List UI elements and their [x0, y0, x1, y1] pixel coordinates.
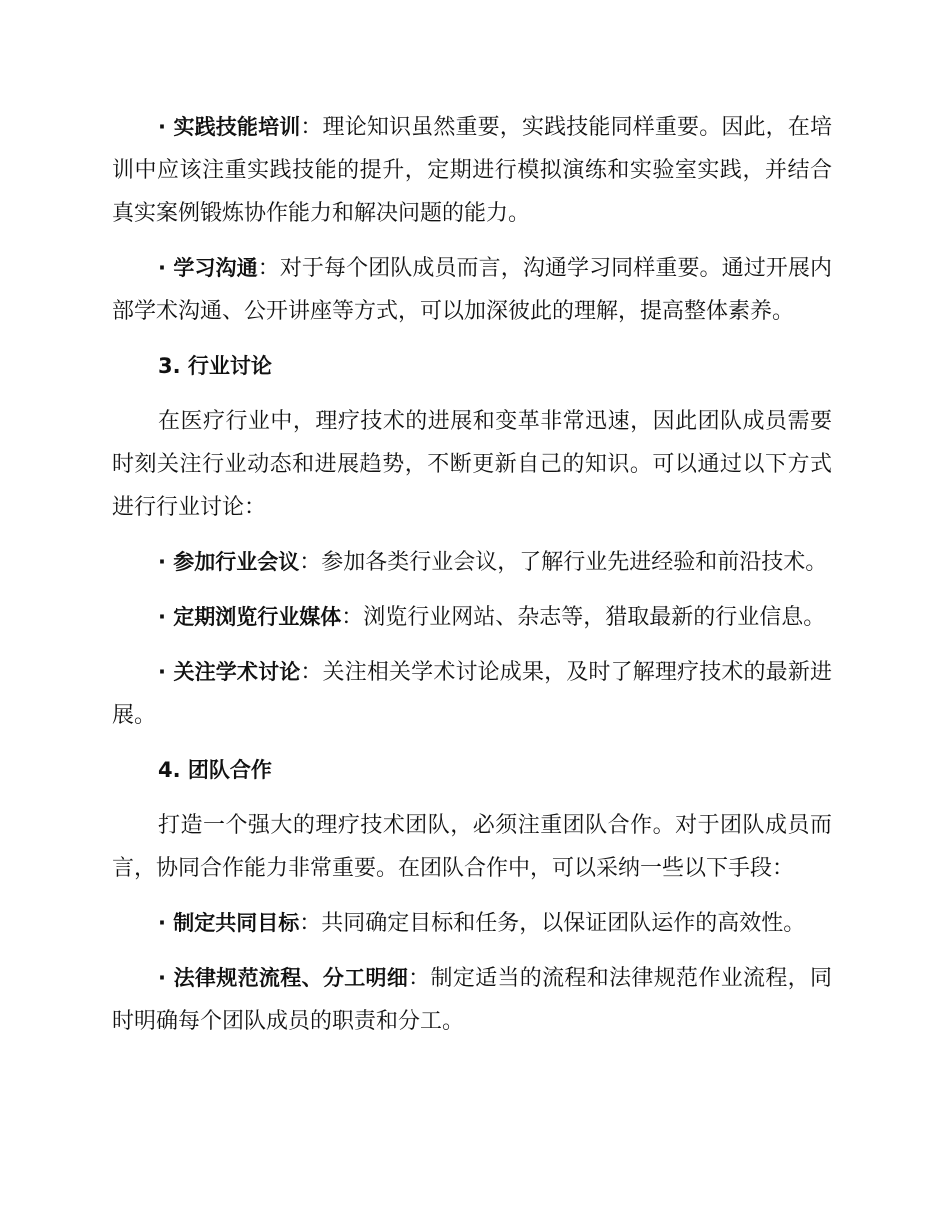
bullet-text: ：制定适当的流程和法律规范作业流程，同时明确每个团队成员的职责和分工。 [112, 966, 832, 1034]
section-heading-industry-discussion: 3. 行业讨论 [158, 354, 272, 378]
paragraph-teamwork-intro: 打造一个强大的理疗技术团队，必须注重团队合作。对于团队成员而言，协同合作能力非常重要。在团队合作中，可以采纳一些以下手段： [112, 813, 832, 881]
bullet-lead: · 制定共同目标 [158, 911, 300, 935]
bullet-text: ：共同确定目标和任务，以保证团队运作的高效性。 [299, 911, 806, 936]
bullet-item-common-goals [112, 902, 832, 945]
bullet-item-practical-training [112, 106, 832, 235]
bullet-lead: · 法律规范流程、分工明细 [158, 966, 409, 990]
document-body [112, 106, 832, 1055]
bullet-text: ：浏览行业网站、杂志等，猎取最新的行业信息。 [341, 605, 826, 630]
bullet-lead: · 参加行业会议 [158, 550, 300, 574]
bullet-text: ：关注相关学术讨论成果，及时了解理疗技术的最新进展。 [112, 660, 832, 728]
bullet-item-industry-conference [112, 541, 832, 584]
bullet-text: ：参加各类行业会议，了解行业先进经验和前沿技术。 [299, 550, 828, 575]
bullet-item-industry-media [112, 596, 832, 639]
section-heading-teamwork: 4. 团队合作 [158, 758, 272, 782]
bullet-lead: · 学习沟通 [158, 256, 258, 280]
bullet-lead: · 关注学术讨论 [158, 660, 301, 684]
bullet-lead: · 定期浏览行业媒体 [158, 605, 342, 629]
bullet-item-process-division [112, 957, 832, 1043]
bullet-text: ：理论知识虽然重要，实践技能同样重要。因此，在培训中应该注重实践技能的提升，定期进行模拟演练和实验室实践，并结合真实案例锻炼协作能力和解决问题的能力。 [112, 115, 832, 226]
bullet-lead: · 实践技能培训 [158, 115, 301, 139]
bullet-item-learning-communication [112, 247, 832, 333]
bullet-item-academic-discussion [112, 651, 832, 737]
paragraph-industry-intro: 在医疗行业中，理疗技术的进展和变革非常迅速，因此团队成员需要时刻关注行业动态和进展趋势，不断更新自己的知识。可以通过以下方式进行行业讨论： [112, 409, 832, 520]
bullet-text: ：对于每个团队成员而言，沟通学习同样重要。通过开展内部学术沟通、公开讲座等方式，可以加深彼此的理解，提高整体素养。 [112, 256, 832, 324]
